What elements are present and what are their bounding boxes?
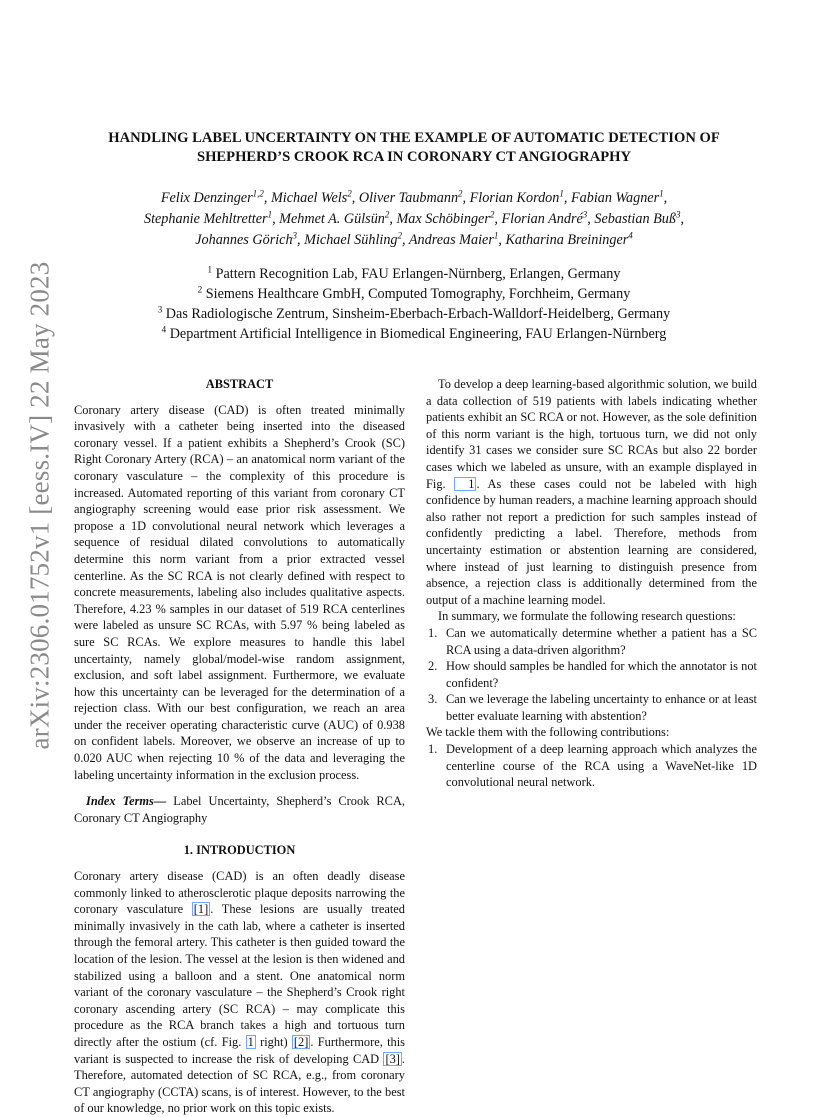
affiliation: $^3$ Das Radiologische Zentrum, Sinsheim-Eberbach-Erbach-Walldorf-Heidelberg, Germany (157, 304, 671, 322)
affiliation: $^1$ Pattern Recognition Lab, FAU Erlangen-Nürnberg, Erlangen, Germany (207, 264, 621, 282)
research-questions-list (426, 625, 757, 725)
author: Michael Wels$^2$, (270, 188, 359, 206)
affiliation: $^2$ Siemens Healthcare GmbH, Computed Tomography, Forchheim, Germany (197, 284, 631, 302)
affiliation-list (74, 264, 754, 344)
author: Mehmet A. Gülsün$^2$, (279, 209, 397, 227)
author: Andreas Maier$^1$, (408, 230, 506, 248)
list-item: 1. Can we automatically determine whether a patient has a SC RCA using a data-driven algorithm? (428, 625, 757, 657)
abstract-text: Coronary artery disease (CAD) is often treated minimally invasively with a catheter being inserted into the diseased coronary vessel. If a patient exhibits a Shepherd’s Crook (SC) Right Coronary Artery (RCA) – an anatomical norm variant of the coronary vasculature – the complexity of this procedure is increased. Automated reporting of this variant from coronary CT angiography screening would ease prior risk assessment. We propose a 1D convolutional neural network which leverages a sequence of residual dilated convolutions to automatically determine this norm variant from a prior extracted vessel centerline. As the SC RCA is not clearly defined with respect to concrete measurements, labeling also includes qualitative aspects. Therefore, 4.23 % samples in our dataset of 519 RCA centerlines were labeled as unsure SC RCAs, with 5.97 % being labeled as sure SC RCAs. We explore measures to handle this label uncertainty, namely global/model-wise random assignment, exclusion, and soft label assignment. Furthermore, we evaluate how this uncertainty can be leveraged for the determination of a rejection class. With our best configuration, we reach an area under the receiver operating characteristic curve (AUC) of 0.938 on confident labels. Moreover, we observe an increase of up to 0.020 AUC when rejecting 10 % of the data and leveraging the labeling uncertainty information in the exclusion process. (74, 402, 405, 782)
contributions-list (426, 741, 757, 791)
intro-paragraph-1: Coronary artery disease (CAD) is an often deadly disease commonly linked to atherosclerotic plaque deposits narrowing the coronary vasculature [1] . These lesions are usually treated minimally invasively in the cath lab, where a catheter is inserted through the femoral artery. This catheter is then guided toward the location of the lesion. The vessel at the lesion is then widened and stabilized using a balloon and a stent. One anatomical norm variant of the coronary vasculature – the Shepherd’s Crook right coronary ascending artery (SC RCA) – may complicate this procedure as the RCA branch takes a high and tortuous turn directly after the ostium (cf. Fig. 1 right) [2] . Furthermore, this variant is suspected to increase the risk of developing CAD [3] . Therefore, automated detection of SC RCA, e.g., from coronary CT angiography (CCTA) scans, is of interest. However, to the best of our knowledge, no prior work on this topic exists. (74, 869, 405, 1116)
list-item: 2. How should samples be handled for which the annotator is not confident? (428, 659, 757, 690)
author: Michael Sühling$^2$, (304, 230, 409, 248)
author: Katharina Breininger$^4$ (505, 230, 633, 248)
author: Oliver Taubmann$^2$, (358, 188, 470, 206)
author: Sebastian Buß$^3$, (594, 209, 685, 227)
intro-paragraph-3: In summary, we formulate the following research questions: (438, 609, 736, 624)
arxiv-identifier-stamp (20, 261, 60, 749)
author: Stephanie Mehltretter$^1$, (143, 209, 280, 227)
arxiv-identifier-text: arXiv:2306.01752v1 [eess.IV] 22 May 2023 (24, 261, 55, 749)
author: Florian André$^3$, (501, 209, 595, 227)
author: Felix Denzinger$^{1,2}$, (160, 188, 271, 206)
index-terms-label: Index Terms— (86, 794, 167, 809)
title-line-1: HANDLING LABEL UNCERTAINTY ON THE EXAMPLE OF AUTOMATIC DETECTION OF (108, 130, 720, 146)
list-item: 3. Can we leverage the labeling uncertainty to enhance or at least better evaluate learning with abstention? (428, 692, 757, 723)
author: Florian Kordon$^1$, (469, 188, 571, 206)
author-list (74, 188, 754, 251)
author: Johannes Görich$^3$, (195, 230, 305, 248)
citation-link[interactable]: [3] (385, 1051, 400, 1066)
right-column (426, 376, 757, 791)
figure-link[interactable]: 1 (454, 477, 476, 491)
abstract-heading: ABSTRACT (205, 377, 274, 391)
left-column (74, 376, 405, 1117)
affiliation: $^4$ Department Artificial Intelligence in Biomedical Engineering, FAU Erlangen-Nürnberg (161, 324, 667, 342)
author: Fabian Wagner$^1$, (570, 188, 668, 206)
figure-link[interactable]: 1 (247, 1034, 254, 1049)
index-terms (74, 793, 405, 826)
citation-link[interactable]: [1] (193, 902, 209, 917)
list-item: 1. Development of a deep learning approach which analyzes the centerline course of the RCA using a WaveNet-like 1D convolutional neural network. (428, 742, 757, 790)
paper-title (60, 129, 768, 167)
intro-paragraph-2: To develop a deep learning-based algorithmic solution, we build a data collection of 519 patients with labels indicating whether patients exhibit an SC RCA or not. However, as the sole definition of this norm variant is the high, tortuous turn, we did not only identify 31 cases we consider sure SC RCAs but also 22 border cases which we labeled as unsure, with an example displayed in Fig. 1 . As these cases could not be labeled with high confidence by human readers, a machine learning approach should also rather not report a prediction for such samples instead of confidently predicting a label. Therefore, methods from uncertainty estimation or abstention learning are considered, where instead of just learning to distinguish presence from absence, a rejection class is additionally determined from the output of a machine learning model. (426, 377, 757, 607)
index-terms-text: Label Uncertainty, Shepherd’s Crook RCA, Coronary CT Angiography (74, 794, 405, 825)
citation-link[interactable]: [2] (293, 1034, 309, 1049)
title-line-2: SHEPHERD’S CROOK RCA IN CORONARY CT ANGIOGRAPHY (196, 149, 632, 165)
author: Max Schöbinger$^2$, (396, 209, 502, 227)
intro-paragraph-4: We tackle them with the following contributions: (426, 725, 670, 740)
introduction-heading: 1. INTRODUCTION (183, 843, 296, 858)
